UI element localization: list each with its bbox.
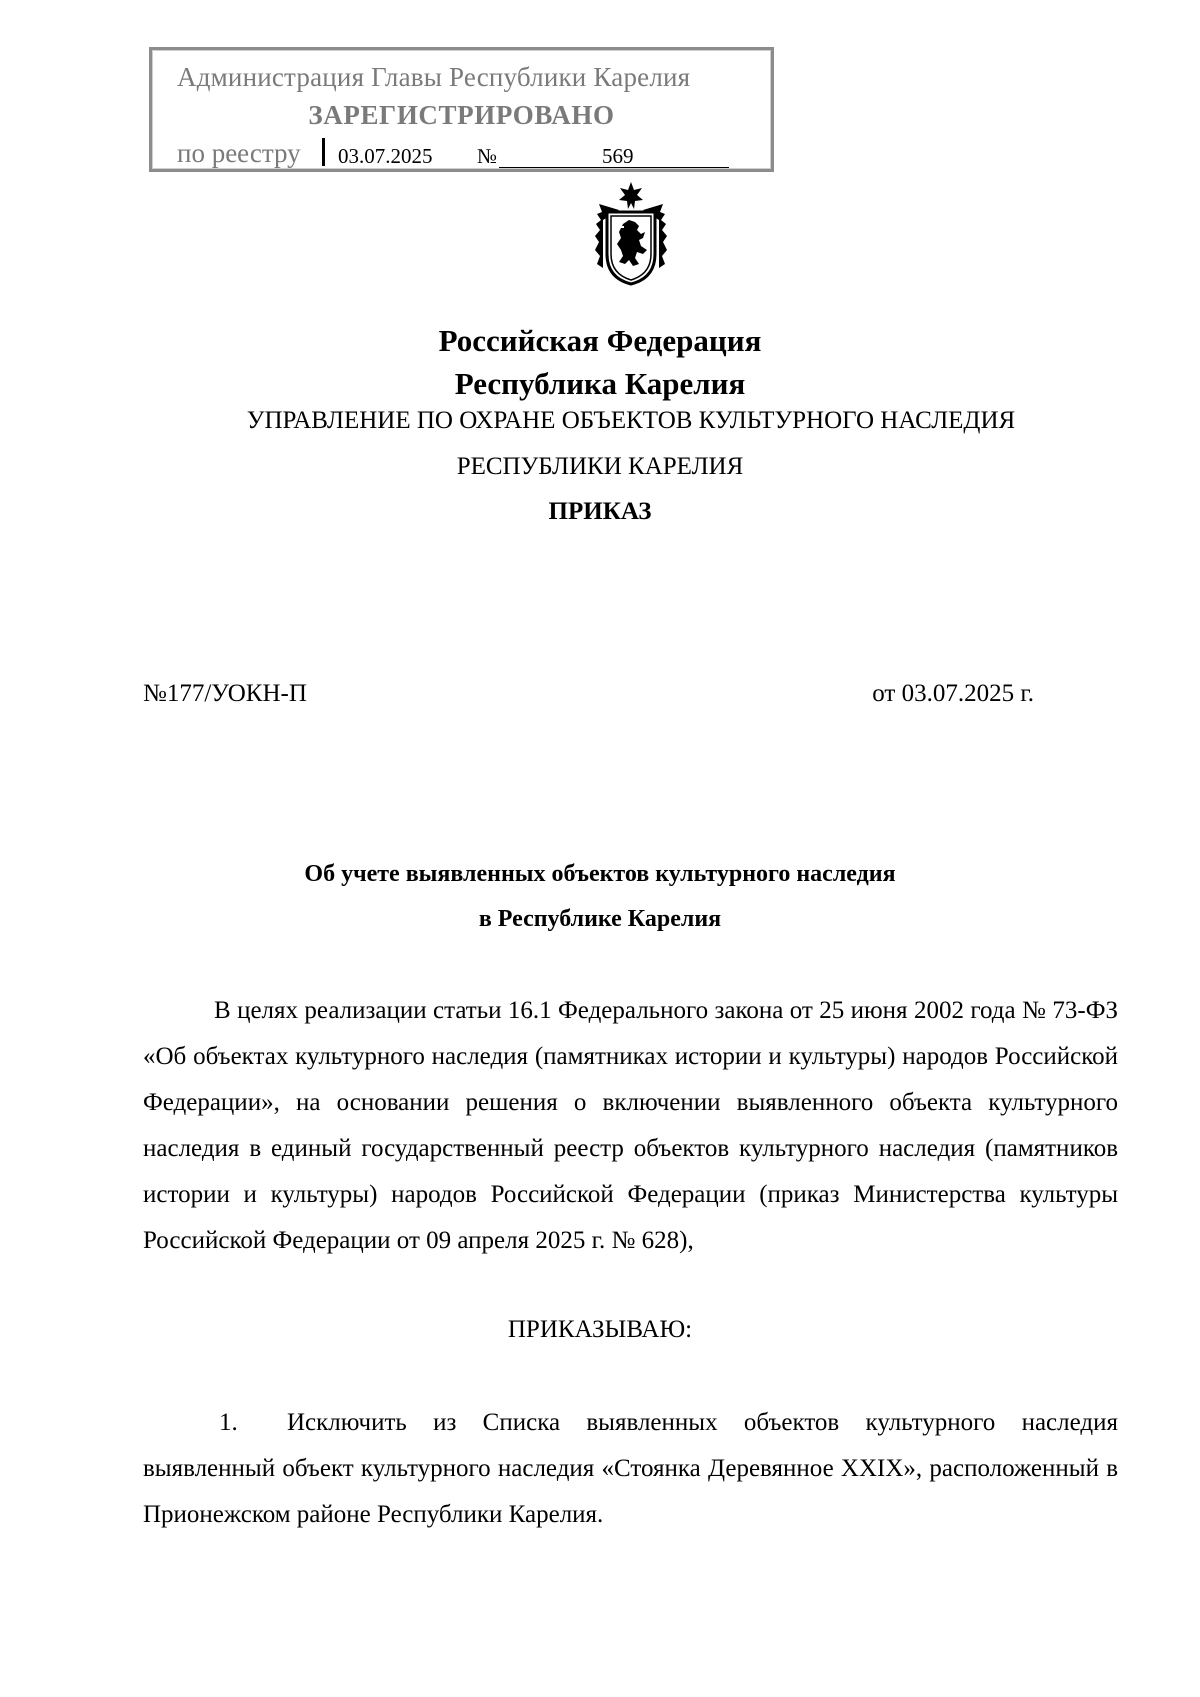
karelia-coat-of-arms-icon [589, 180, 673, 288]
list-item [143, 1400, 1118, 1538]
stamp-number: 569 [602, 144, 634, 168]
list-item-number: 1. [219, 1409, 238, 1436]
stamp-registered: ЗАРЕГИСТРИРОВАНО [308, 100, 615, 130]
order-date: от 03.07.2025 г. [872, 680, 1034, 707]
subject-line1: Об учете выявленных объектов культурного наследия [304, 861, 896, 887]
list-item-text: Исключить из Списка выявленных объектов культурного наследия выявленный объект культурного наследия «Стоянка Деревянное XXIX», расположенный в Прионежском районе Республики Карелия. [143, 1409, 1118, 1528]
header-doc-type: ПРИКАЗ [548, 498, 652, 525]
stamp-registry-label: по реестру [177, 138, 301, 168]
directive-heading: ПРИКАЗЫВАЮ: [507, 1316, 693, 1343]
header-region: Республика Карелия [454, 366, 746, 401]
subject-line2: в Республике Карелия [478, 906, 722, 932]
order-number: №177/УОКН-П [143, 680, 307, 707]
header-department-line1: УПРАВЛЕНИЕ ПО ОХРАНЕ ОБЪЕКТОВ КУЛЬТУРНОГО НАСЛЕДИЯ [246, 407, 1016, 434]
stamp-divider [322, 138, 325, 166]
registration-stamp [149, 47, 774, 172]
header-department-line2: РЕСПУБЛИКИ КАРЕЛИЯ [456, 453, 744, 480]
stamp-number-sign: № [477, 144, 498, 168]
stamp-administration: Администрация Главы Республики Карелия [177, 62, 691, 92]
header-country: Российская Федерация [438, 323, 762, 358]
preamble-paragraph: В целях реализации статьи 16.1 Федерального закона от 25 июня 2002 года № 73-ФЗ «Об объектах культурного наследия (памятниках истории и культуры) народов Российской Федерации», на основании решения о включении выявленного объекта культурного наследия в единый государственный реестр объектов культурного наследия (памятников истории и культуры) народов Российской Федерации (приказ Министерства культуры Российской Федерации от 09 апреля 2025 г. № 628), [143, 997, 1118, 1254]
stamp-date: 03.07.2025 [338, 144, 433, 168]
